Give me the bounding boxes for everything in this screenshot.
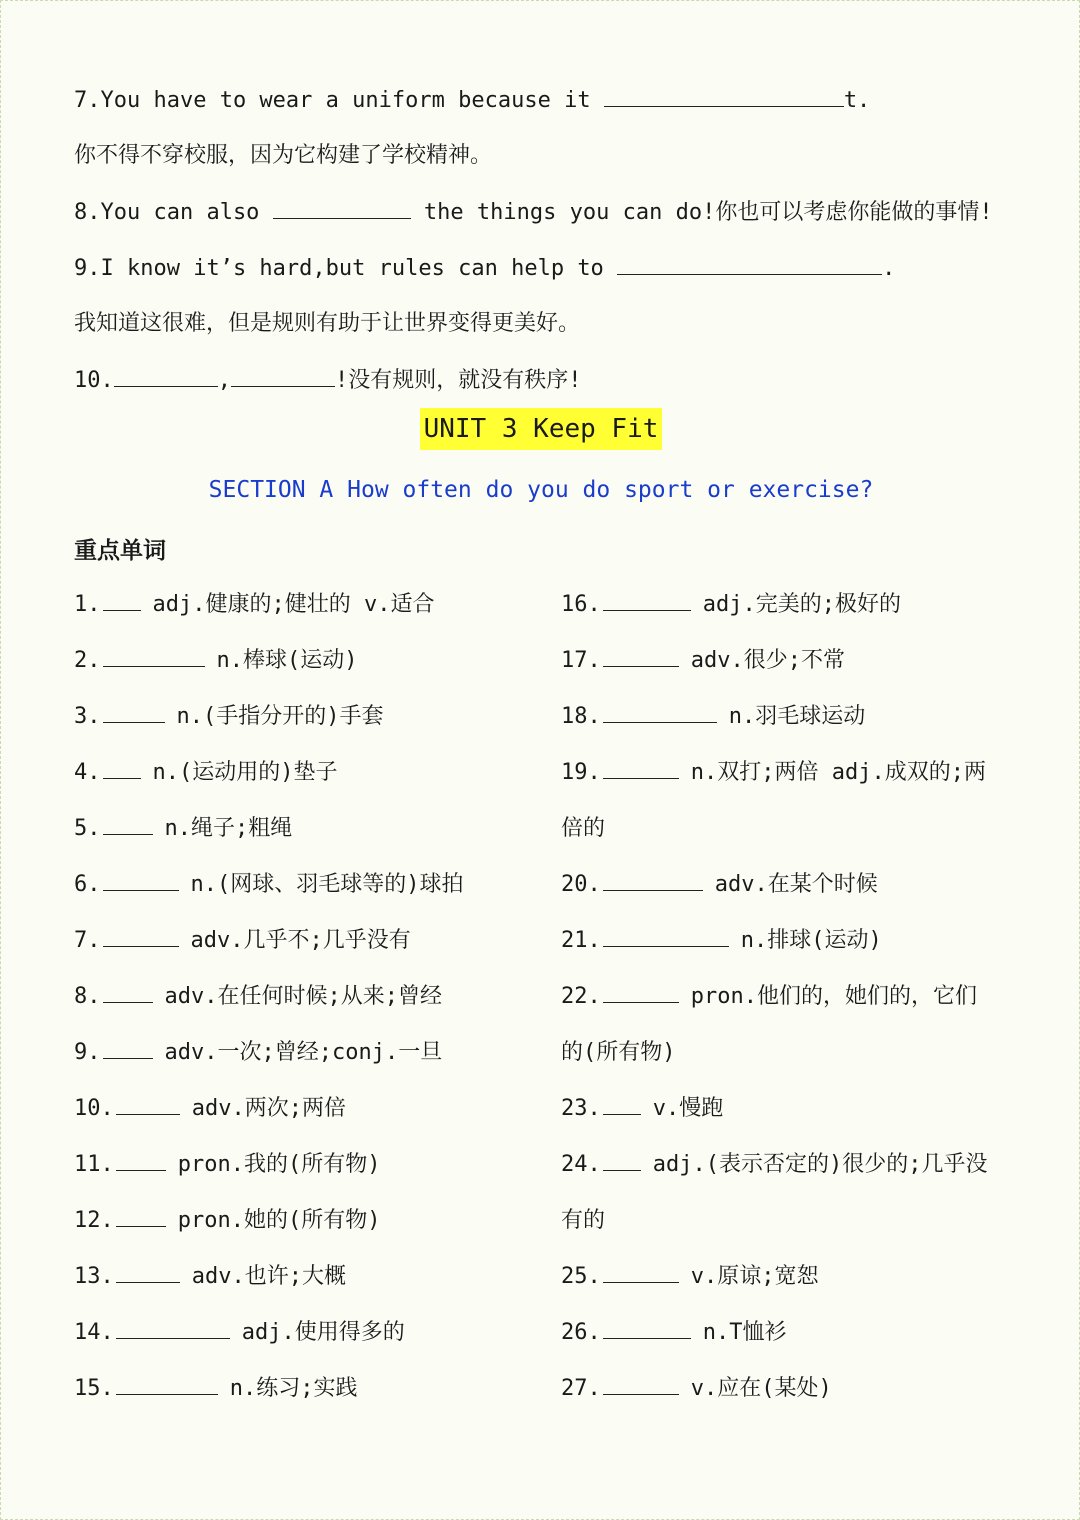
sentence-10-num: 10. [74,368,114,393]
item-number: 8. [74,984,101,1009]
item-number: 18. [561,704,601,729]
vocab-right-item [561,982,977,1012]
item-definition: adv.也许;大概 [191,1264,346,1289]
item-number: 20. [561,872,601,897]
vocab-right-item [561,1262,819,1292]
item-definition: n.羽毛球运动 [728,704,866,729]
vocab-right-item [561,702,865,732]
item-definition: n.排球(运动) [740,928,882,953]
answer-blank[interactable] [103,982,153,1003]
item-number: 7. [74,928,101,953]
vocab-right-item [561,1206,605,1236]
item-definition: n.双打;两倍 adj.成双的;两 [690,760,986,785]
answer-blank[interactable] [603,926,729,947]
vocab-right-item [561,646,845,676]
answer-blank[interactable] [603,1374,679,1395]
sentence-10-comma: , [217,368,231,393]
item-definition: adv.在某个时候 [714,872,878,897]
vocab-left-item [74,1262,346,1292]
answer-blank[interactable] [116,1374,218,1395]
item-number: 25. [561,1264,601,1289]
vocab-right-item [561,1094,723,1124]
item-number: 2. [74,648,101,673]
answer-blank[interactable] [103,870,179,891]
item-definition: adv.几乎不;几乎没有 [190,928,411,953]
answer-blank[interactable] [116,1150,166,1171]
sentence-8-suffix: the things you can do!你也可以考虑你能做的事情! [410,200,993,225]
item-definition: n.练习;实践 [229,1376,358,1401]
answer-blank[interactable] [103,646,205,667]
sentence-7-suffix: t. [843,88,871,113]
item-definition: v.原谅;宽恕 [690,1264,819,1289]
answer-blank[interactable] [603,1262,679,1283]
blank-9[interactable] [617,254,882,275]
section-title: SECTION A How often do you do sport or exercise? [208,477,874,503]
vocab-right-item [561,590,901,620]
item-definition: adj.健康的;健壮的 v.适合 [152,592,435,617]
vocab-left-item [74,926,411,956]
item-definition: adv.在任何时候;从来;曾经 [164,984,442,1009]
item-number: 11. [74,1152,114,1177]
answer-blank[interactable] [603,702,717,723]
blank-10a[interactable] [114,366,218,387]
vocab-right-item [561,1318,787,1348]
item-definition: pron.她的(所有物) [177,1208,381,1233]
answer-blank[interactable] [103,814,153,835]
item-definition: pron.我的(所有物) [177,1152,381,1177]
answer-blank[interactable] [603,1150,641,1171]
vocab-right-item [561,1038,676,1068]
item-number: 19. [561,760,601,785]
item-number: 23. [561,1096,601,1121]
item-number: 15. [74,1376,114,1401]
item-definition: adj.(表示否定的)很少的;几乎没 [652,1152,988,1177]
answer-blank[interactable] [603,870,703,891]
item-definition: adv.两次;两倍 [191,1096,346,1121]
item-definition: 有的 [561,1208,606,1233]
sentence-9-text: 9.I know it’s hard,but rules can help to [74,256,618,281]
sentence-7-en [74,86,870,116]
answer-blank[interactable] [603,982,679,1003]
sentence-8 [74,198,993,228]
item-number: 24. [561,1152,601,1177]
answer-blank[interactable] [603,1318,691,1339]
item-number: 27. [561,1376,601,1401]
vocab-left-item [74,1206,380,1236]
item-definition: 倍的 [561,816,606,841]
answer-blank[interactable] [103,702,165,723]
sentence-7-zh: 你不得不穿校服，因为它构建了学校精神。 [74,143,493,168]
vocab-left-item [74,590,434,620]
item-number: 10. [74,1096,114,1121]
item-number: 13. [74,1264,114,1289]
answer-blank[interactable] [103,758,141,779]
unit-title: UNIT 3 Keep Fit [420,408,663,450]
answer-blank[interactable] [103,590,141,611]
item-number: 14. [74,1320,114,1345]
item-definition: v.慢跑 [652,1096,724,1121]
blank-7[interactable] [604,86,844,107]
vocab-left-item [74,1318,405,1348]
item-number: 5. [74,816,101,841]
item-number: 12. [74,1208,114,1233]
sentence-7-text: 7.You have to wear a uniform because it [74,88,604,113]
item-number: 17. [561,648,601,673]
vocab-left-item [74,1038,442,1068]
item-definition: adv.一次;曾经;conj.一旦 [164,1040,443,1065]
vocab-left-item [74,982,442,1012]
vocab-left-item [74,870,463,900]
answer-blank[interactable] [103,926,179,947]
vocab-right-item [561,1150,987,1180]
blank-8[interactable] [273,198,411,219]
vocab-right-item [561,814,605,844]
blank-10b[interactable] [231,366,335,387]
item-number: 3. [74,704,101,729]
vocab-right-item [561,758,986,788]
vocab-right-item [561,1374,832,1404]
vocab-left-item [74,1374,358,1404]
item-definition: n.(网球、羽毛球等的)球拍 [190,872,464,897]
vocab-left-item [74,702,383,732]
sentence-10-suffix: !没有规则，就没有秩序! [335,368,582,393]
item-number: 9. [74,1040,101,1065]
answer-blank[interactable] [116,1318,230,1339]
item-definition: n.(手指分开的)手套 [176,704,384,729]
item-definition: adv.很少;不常 [690,648,845,673]
item-number: 4. [74,760,101,785]
item-number: 21. [561,928,601,953]
item-number: 26. [561,1320,601,1345]
answer-blank[interactable] [603,1094,641,1115]
item-number: 22. [561,984,601,1009]
item-definition: adj.使用得多的 [241,1320,405,1345]
vocab-right-item [561,870,878,900]
vocab-left-item [74,646,357,676]
sentence-9-suffix: . [882,256,896,281]
unit-title-wrap [1,408,1080,450]
item-definition: n.(运动用的)垫子 [152,760,338,785]
vocab-left-item [74,1150,380,1180]
item-definition: n.T恤衫 [702,1320,787,1345]
answer-blank[interactable] [603,758,679,779]
sentence-9-zh: 我知道这很难，但是规则有助于让世界变得更美好。 [74,311,581,336]
answer-blank[interactable] [603,646,679,667]
sentence-10 [74,366,582,396]
item-number: 1. [74,592,101,617]
answer-blank[interactable] [116,1206,166,1227]
key-words-heading: 重点单词 [74,538,166,564]
answer-blank[interactable] [116,1262,180,1283]
answer-blank[interactable] [103,1038,153,1059]
answer-blank[interactable] [116,1094,180,1115]
item-definition: adj.完美的;极好的 [702,592,901,617]
sentence-8-text: 8.You can also [74,200,273,225]
item-definition: n.棒球(运动) [216,648,358,673]
item-definition: n.绳子;粗绳 [164,816,293,841]
sentence-9-en [74,254,895,284]
item-number: 16. [561,592,601,617]
item-definition: 的(所有物) [561,1040,676,1065]
answer-blank[interactable] [603,590,691,611]
vocab-left-item [74,814,292,844]
item-number: 6. [74,872,101,897]
vocab-left-item [74,1094,346,1124]
vocab-left-item [74,758,337,788]
item-definition: pron.他们的，她们的，它们 [690,984,977,1009]
item-definition: v.应在(某处) [690,1376,832,1401]
vocab-right-item [561,926,882,956]
